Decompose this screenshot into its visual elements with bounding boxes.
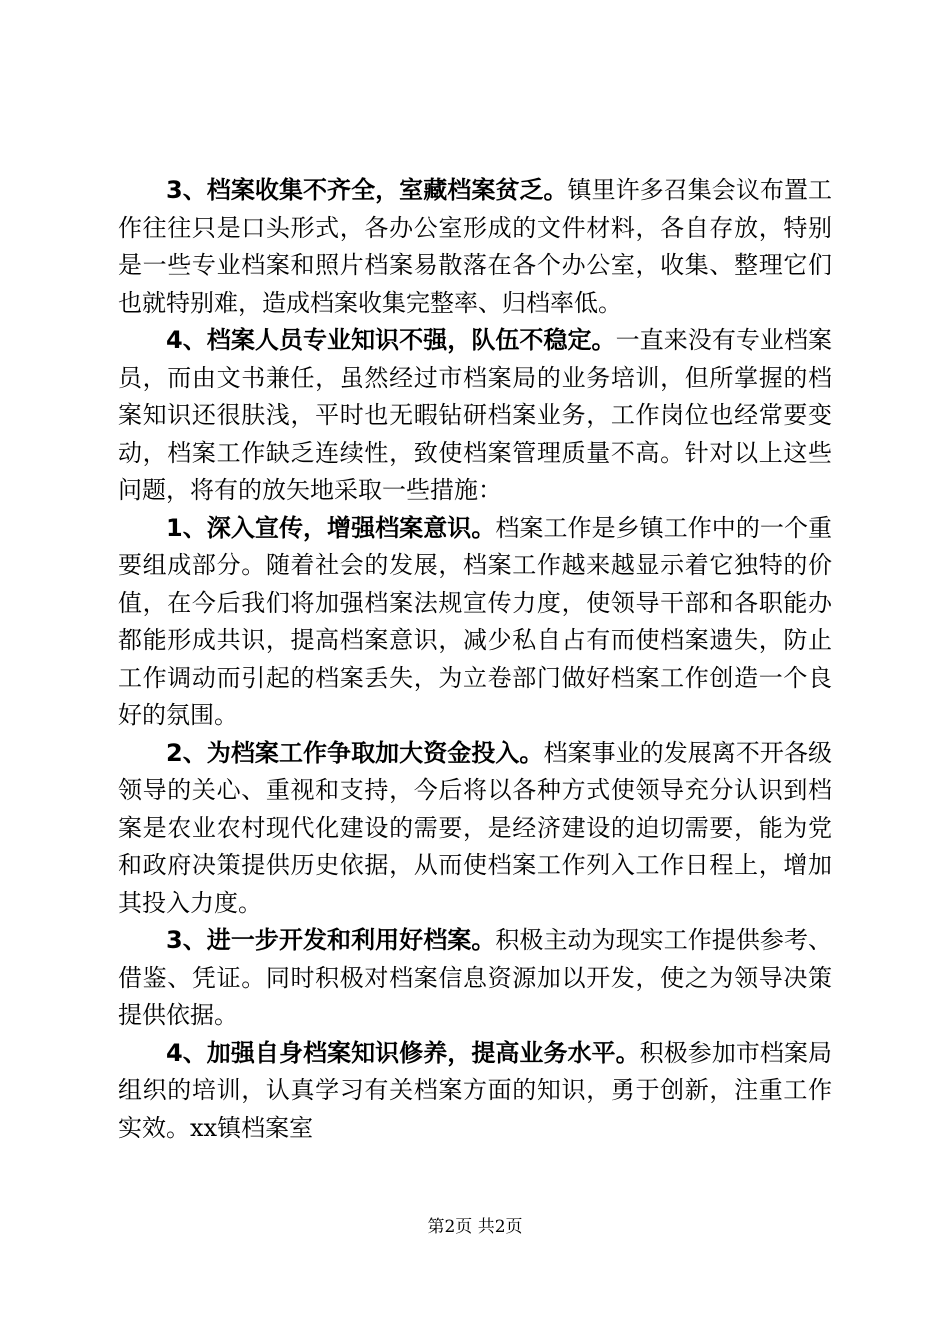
- paragraph-measure-publicity: [118, 510, 832, 735]
- paragraph-text: 镇里许多召集会议布置工作往往只是口头形式，各办公室形成的文件材料，各自存放，特别是一些专业档案和照片档案易散落在各个办公室，收集、整理它们也就特别难，造成档案收集完整率、归档率低。: [118, 176, 832, 317]
- paragraph-heading: 1、深入宣传，增强档案意识。: [166, 513, 496, 542]
- page-number-footer: 第2页 共2页: [427, 1217, 523, 1237]
- paragraph-measure-utilization: [118, 922, 832, 1035]
- paragraph-measure-training: [118, 1035, 832, 1148]
- paragraph-heading: 3、档案收集不齐全，室藏档案贫乏。: [166, 176, 568, 204]
- paragraph-text: 积极主动为现实工作提供参考、借鉴、凭证。同时积极对档案信息资源加以开发，使之为领导决策提供依据。: [118, 926, 832, 1029]
- paragraph-text: 档案工作是乡镇工作中的一个重要组成部分。随着社会的发展，档案工作越来越显示着它独特的价值，在今后我们将加强档案法规宣传力度，使领导干部和各职能办都能形成共识，提高档案意识，减少私自占有而使档案遗失，防止工作调动而引起的档案丢失，为立卷部门做好档案工作创造一个良好的氛围。: [118, 513, 832, 729]
- paragraph-heading: 2、为档案工作争取加大资金投入。: [166, 738, 544, 767]
- paragraph-text: 一直来没有专业档案员，而由文书兼任，虽然经过市档案局的业务培训，但所掌握的档案知识还很肤浅，平时也无暇钻研档案业务，工作岗位也经常要变动，档案工作缺乏连续性，致使档案管理质量不高。针对以上这些问题，将有的放矢地采取一些措施：: [118, 326, 833, 504]
- paragraph-collection-issue: [118, 172, 832, 322]
- paragraph-text: 积极参加市档案局组织的培训，认真学习有关档案方面的知识，勇于创新，注重工作实效。xx镇档案室: [118, 1038, 833, 1142]
- paragraph-text: 档案事业的发展离不开各级领导的关心、重视和支持，今后将以各种方式使领导充分认识到档案是农业农村现代化建设的需要，是经济建设的迫切需要，能为党和政府决策提供历史依据，从而使档案工作列入工作日程上，增加其投入力度。: [118, 738, 832, 917]
- document-body: [118, 172, 832, 1147]
- paragraph-heading: 4、加强自身档案知识修养，提高业务水平。: [166, 1038, 640, 1067]
- paragraph-heading: 3、进一步开发和利用好档案。: [166, 926, 496, 954]
- paragraph-measure-funding: [118, 735, 832, 923]
- paragraph-heading: 4、档案人员专业知识不强，队伍不稳定。: [166, 326, 616, 354]
- paragraph-staff-issue: [118, 322, 832, 510]
